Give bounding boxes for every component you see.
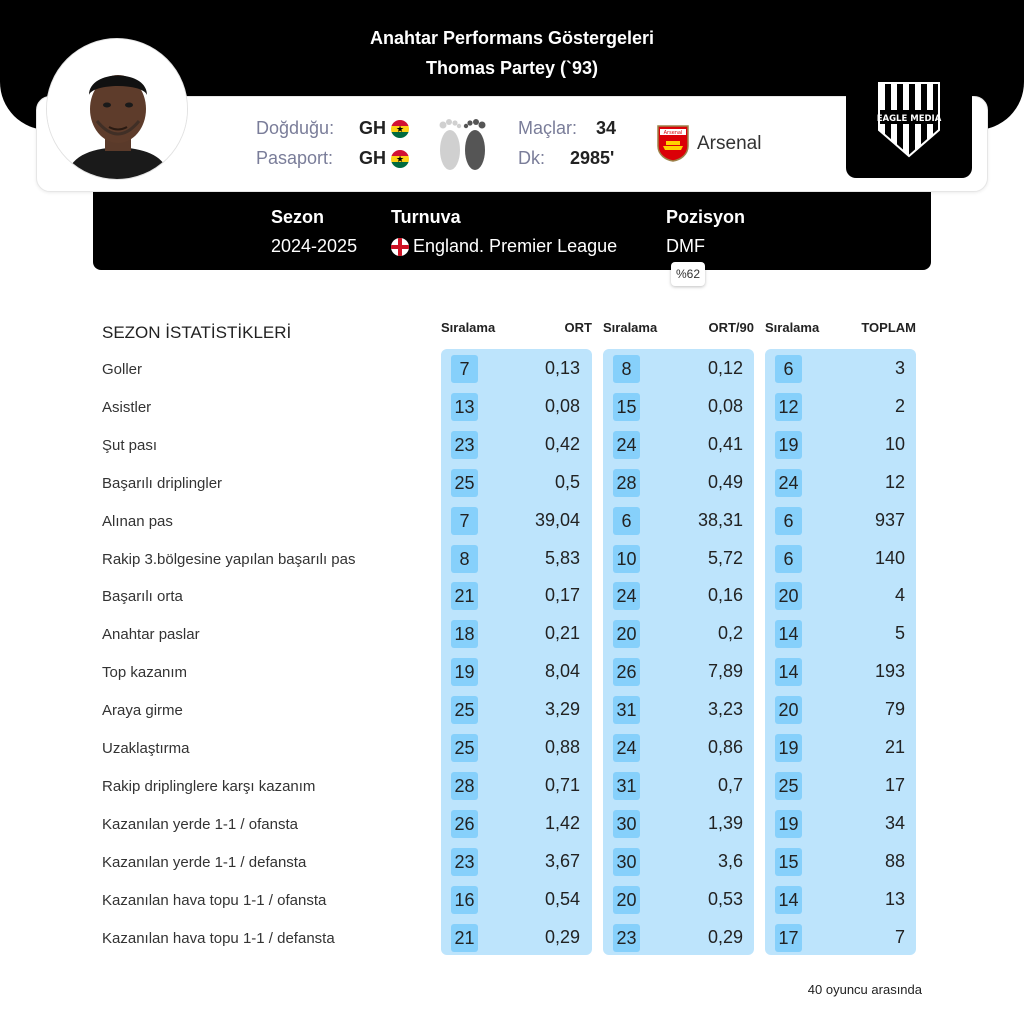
value-avg: 5,83 (544, 547, 580, 568)
value-total: 193 (874, 661, 905, 682)
col-avg90: ORT/90 (708, 320, 754, 335)
rank-avg90: 30 (613, 810, 640, 838)
value-avg90: 3,6 (717, 850, 743, 871)
position-percent-badge: %62 (671, 262, 705, 286)
rank-total: 20 (775, 582, 802, 610)
rank-total: 6 (775, 355, 802, 383)
value-avg90: 0,86 (707, 737, 743, 757)
value-avg: 0,29 (544, 926, 580, 947)
stat-label: Uzaklaştırma (102, 740, 190, 757)
rank-avg90: 20 (613, 620, 640, 648)
rank-total: 14 (775, 886, 802, 914)
value-total: 79 (884, 699, 905, 720)
rank-avg: 23 (451, 431, 478, 459)
rank-avg90: 20 (613, 886, 640, 914)
value-total: 34 (884, 812, 905, 833)
crest-text: Arsenal (663, 130, 683, 136)
rank-avg: 7 (451, 355, 478, 383)
value-total: 21 (884, 737, 905, 757)
section-title: SEZON İSTATİSTİKLERİ (102, 323, 292, 342)
ghana-flag-icon (391, 120, 409, 138)
stat-label: Başarılı driplingler (102, 474, 223, 492)
matches-value: 34 (596, 118, 617, 138)
matches-label: Maçlar: (518, 118, 578, 138)
stat-label: Şut pası (102, 436, 158, 454)
page-title: Anahtar Performans Göstergeleri (369, 28, 655, 48)
value-total: 13 (884, 888, 905, 909)
col-total: TOPLAM (861, 320, 916, 335)
rank-avg90: 31 (613, 696, 640, 724)
value-avg: 39,04 (534, 509, 580, 530)
value-total: 140 (874, 547, 905, 568)
club-name: Arsenal (697, 133, 762, 154)
col-rank-total: Sıralama (765, 320, 820, 335)
rank-avg: 25 (451, 469, 478, 497)
rank-total: 19 (775, 431, 802, 459)
stat-label: Asistler (102, 398, 152, 416)
brand-logo (846, 62, 972, 178)
value-avg90: 0,7 (717, 774, 743, 795)
season-label: Sezon (271, 207, 325, 227)
rank-avg90: 6 (613, 507, 640, 535)
england-flag-icon (391, 238, 409, 256)
rank-avg: 18 (451, 620, 478, 648)
value-avg: 1,42 (544, 812, 580, 833)
rank-avg90: 31 (613, 772, 640, 800)
value-avg: 8,04 (544, 661, 580, 682)
rank-avg90: 23 (613, 924, 640, 952)
value-total: 10 (884, 433, 905, 454)
stat-label: Araya girme (102, 702, 183, 720)
rank-total: 19 (775, 810, 802, 838)
footnote: 40 oyuncu arasında (807, 982, 922, 997)
value-avg: 0,21 (544, 623, 580, 644)
position-value: DMF (666, 236, 705, 256)
rank-total: 14 (775, 620, 802, 648)
value-avg: 0,13 (544, 358, 580, 378)
col-avg: ORT (564, 320, 592, 335)
position-label: Pozisyon (666, 207, 746, 227)
value-total: 17 (884, 774, 905, 795)
rank-avg90: 24 (613, 431, 640, 459)
value-avg: 0,88 (544, 737, 580, 757)
feet-icon (430, 112, 494, 176)
rank-avg90: 28 (613, 469, 640, 497)
player-avatar (46, 38, 188, 180)
stat-label: Alınan pas (102, 512, 173, 530)
stat-label: Kazanılan yerde 1-1 / ofansta (102, 815, 298, 833)
player-name: Thomas Partey (`93) (425, 58, 599, 78)
birth-country: GH (359, 118, 386, 138)
rank-avg: 7 (451, 507, 478, 535)
rank-total: 6 (775, 507, 802, 535)
col-rank-avg: Sıralama (441, 320, 496, 335)
rank-total: 6 (775, 545, 802, 573)
stat-label: Kazanılan hava topu 1-1 / ofansta (102, 891, 327, 909)
value-avg: 3,29 (544, 699, 580, 720)
value-total: 88 (884, 850, 905, 871)
value-avg90: 0,2 (717, 623, 743, 644)
value-avg90: 0,08 (707, 395, 743, 416)
rank-total: 19 (775, 734, 802, 762)
col-rank-avg90: Sıralama (603, 320, 658, 335)
rank-avg: 13 (451, 393, 478, 421)
stat-label: Kazanılan hava topu 1-1 / defansta (102, 929, 335, 947)
value-avg90: 0,16 (707, 585, 743, 606)
stat-label: Rakip 3.bölgesine yapılan başarılı pas (102, 550, 356, 568)
rank-total: 12 (775, 393, 802, 421)
minutes-label: Dk: (518, 148, 545, 168)
value-avg: 0,17 (544, 585, 580, 606)
value-avg90: 7,89 (707, 661, 743, 682)
rank-avg90: 26 (613, 658, 640, 686)
stat-label: Goller (102, 361, 143, 378)
value-total: 3 (894, 358, 905, 378)
stat-label: Kazanılan yerde 1-1 / defansta (102, 853, 307, 871)
rank-avg: 21 (451, 582, 478, 610)
rank-avg: 16 (451, 886, 478, 914)
rank-total: 15 (775, 848, 802, 876)
birth-label: Doğduğu: (256, 118, 335, 138)
passport-label: Pasaport: (256, 148, 334, 168)
rank-avg: 23 (451, 848, 478, 876)
eagle-media-logo (876, 80, 942, 160)
rank-avg90: 10 (613, 545, 640, 573)
value-total: 12 (884, 471, 905, 492)
rank-total: 25 (775, 772, 802, 800)
season-value: 2024-2025 (271, 236, 358, 256)
value-total: 2 (894, 395, 905, 416)
value-avg90: 0,29 (707, 926, 743, 947)
stat-label: Top kazanım (102, 664, 188, 682)
value-avg90: 5,72 (707, 547, 743, 568)
value-avg: 3,67 (544, 850, 580, 871)
brand-name: EAGLE MEDIA (876, 114, 942, 124)
minutes-value: 2985' (570, 148, 615, 168)
rank-avg: 25 (451, 734, 478, 762)
value-avg90: 38,31 (697, 509, 743, 530)
rank-avg: 8 (451, 545, 478, 573)
value-total: 7 (894, 926, 905, 947)
rank-avg90: 8 (613, 355, 640, 383)
value-total: 5 (894, 623, 905, 644)
stat-label: Başarılı orta (102, 588, 183, 606)
value-avg: 0,54 (544, 888, 580, 909)
value-avg90: 0,53 (707, 888, 743, 909)
rank-avg90: 24 (613, 734, 640, 762)
arsenal-crest-icon (656, 124, 690, 162)
value-total: 937 (874, 509, 905, 530)
value-avg90: 0,12 (707, 358, 743, 378)
season-band (93, 192, 931, 270)
value-avg: 0,71 (544, 774, 580, 795)
rank-avg: 25 (451, 696, 478, 724)
rank-avg: 21 (451, 924, 478, 952)
tournament-label: Turnuva (391, 207, 461, 227)
stat-label: Rakip driplinglere karşı kazanım (102, 777, 316, 795)
passport-country: GH (359, 148, 386, 168)
value-avg90: 3,23 (707, 699, 743, 720)
rank-total: 24 (775, 469, 802, 497)
value-total: 4 (894, 585, 905, 606)
value-avg90: 0,49 (707, 471, 743, 492)
rank-avg: 19 (451, 658, 478, 686)
tournament-value: England. Premier League (413, 236, 618, 256)
ghana-flag-icon (391, 150, 409, 168)
value-avg90: 1,39 (707, 812, 743, 833)
value-avg: 0,42 (544, 433, 580, 454)
rank-avg90: 30 (613, 848, 640, 876)
rank-avg90: 15 (613, 393, 640, 421)
value-avg: 0,08 (544, 395, 580, 416)
rank-total: 17 (775, 924, 802, 952)
rank-avg: 28 (451, 772, 478, 800)
rank-avg: 26 (451, 810, 478, 838)
value-avg: 0,5 (554, 471, 580, 492)
rank-total: 20 (775, 696, 802, 724)
value-avg90: 0,41 (707, 433, 743, 454)
rank-avg90: 24 (613, 582, 640, 610)
rank-total: 14 (775, 658, 802, 686)
stat-label: Anahtar paslar (102, 626, 200, 644)
